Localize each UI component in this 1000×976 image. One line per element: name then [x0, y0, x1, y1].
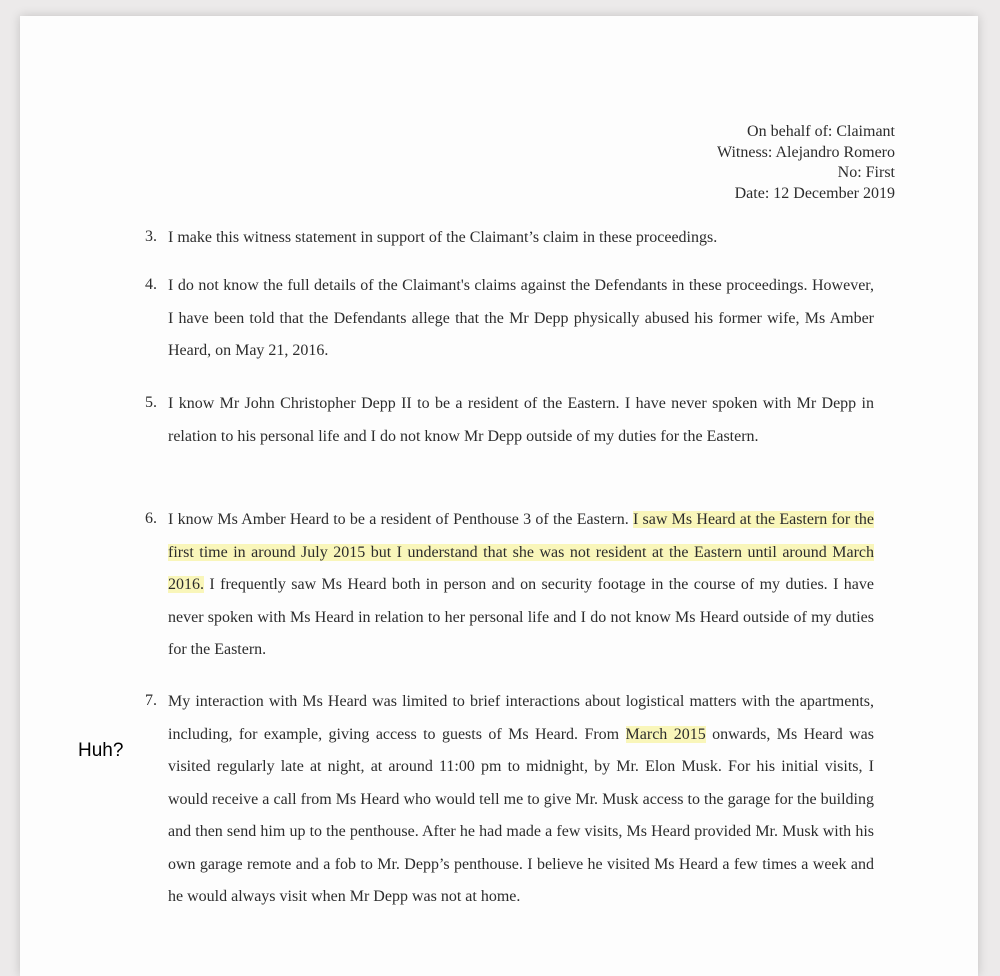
- text-segment: I make this witness statement in support of the Claimant’s claim in these proceedings.: [168, 229, 718, 246]
- paragraph-number: 6.: [145, 510, 157, 527]
- text-segment: I frequently saw Ms Heard both in person and on security footage in the course of my duties. I have never spoken with Ms Heard in relation to her personal life and I do not know Ms Heard outside of my duties for the Eastern.: [168, 576, 874, 658]
- paragraph-text: [168, 504, 874, 667]
- paragraph-text: [168, 270, 874, 368]
- paragraph-text: [168, 222, 874, 255]
- paragraph-number: 4.: [145, 276, 157, 293]
- paragraph-number: 5.: [145, 394, 157, 411]
- highlighted-text: March 2015: [625, 725, 706, 743]
- text-segment: I know Ms Amber Heard to be a resident of Penthouse 3 of the Eastern.: [168, 511, 633, 528]
- paragraph-text: [168, 388, 874, 453]
- number-line: No: First: [837, 164, 895, 181]
- on-behalf-line: On behalf of: Claimant: [747, 123, 895, 140]
- paragraph-number: 7.: [145, 692, 157, 709]
- statement-header: [717, 122, 895, 204]
- witness-line: Witness: Alejandro Romero: [717, 143, 895, 161]
- paragraph-number: 3.: [145, 228, 157, 245]
- margin-annotation: Huh?: [78, 740, 124, 761]
- paragraph-text: [168, 686, 874, 914]
- text-segment: My interaction with Ms Heard was limited to brief interactions about logistical matters with the apartments, including, for example, giving access to guests of Ms Heard. From: [168, 693, 874, 743]
- date-line: Date: 12 December 2019: [734, 184, 895, 202]
- text-segment: I do not know the full details of the Claimant's claims against the Defendants in these proceedings. However, I have been told that the Defendants allege that the Mr Depp physically abused his former wife, Ms Amber Heard, on May 21, 2016.: [168, 277, 874, 359]
- highlighted-text: I saw Ms Heard at the Eastern for the first time in around July 2015 but I understand that she was not resident at the Eastern until around March 2016.: [168, 511, 874, 593]
- text-segment: onwards, Ms Heard was visited regularly late at night, at around 11:00 pm to midnight, by Mr. Elon Musk. For his initial visits, I would receive a call from Ms Heard who would tell me to give Mr. Musk access to the garage for the building and then send him up to the penthouse. After he had made a few visits, Ms Heard provided Mr. Musk with his own garage remote and a fob to Mr. Depp’s penthouse. I believe he visited Ms Heard a few times a week and he would always visit when Mr Depp was not at home.: [168, 725, 874, 905]
- text-segment: I know Mr John Christopher Depp II to be a resident of the Eastern. I have never spoken with Mr Depp in relation to his personal life and I do not know Mr Depp outside of my duties for the Eastern.: [168, 395, 874, 445]
